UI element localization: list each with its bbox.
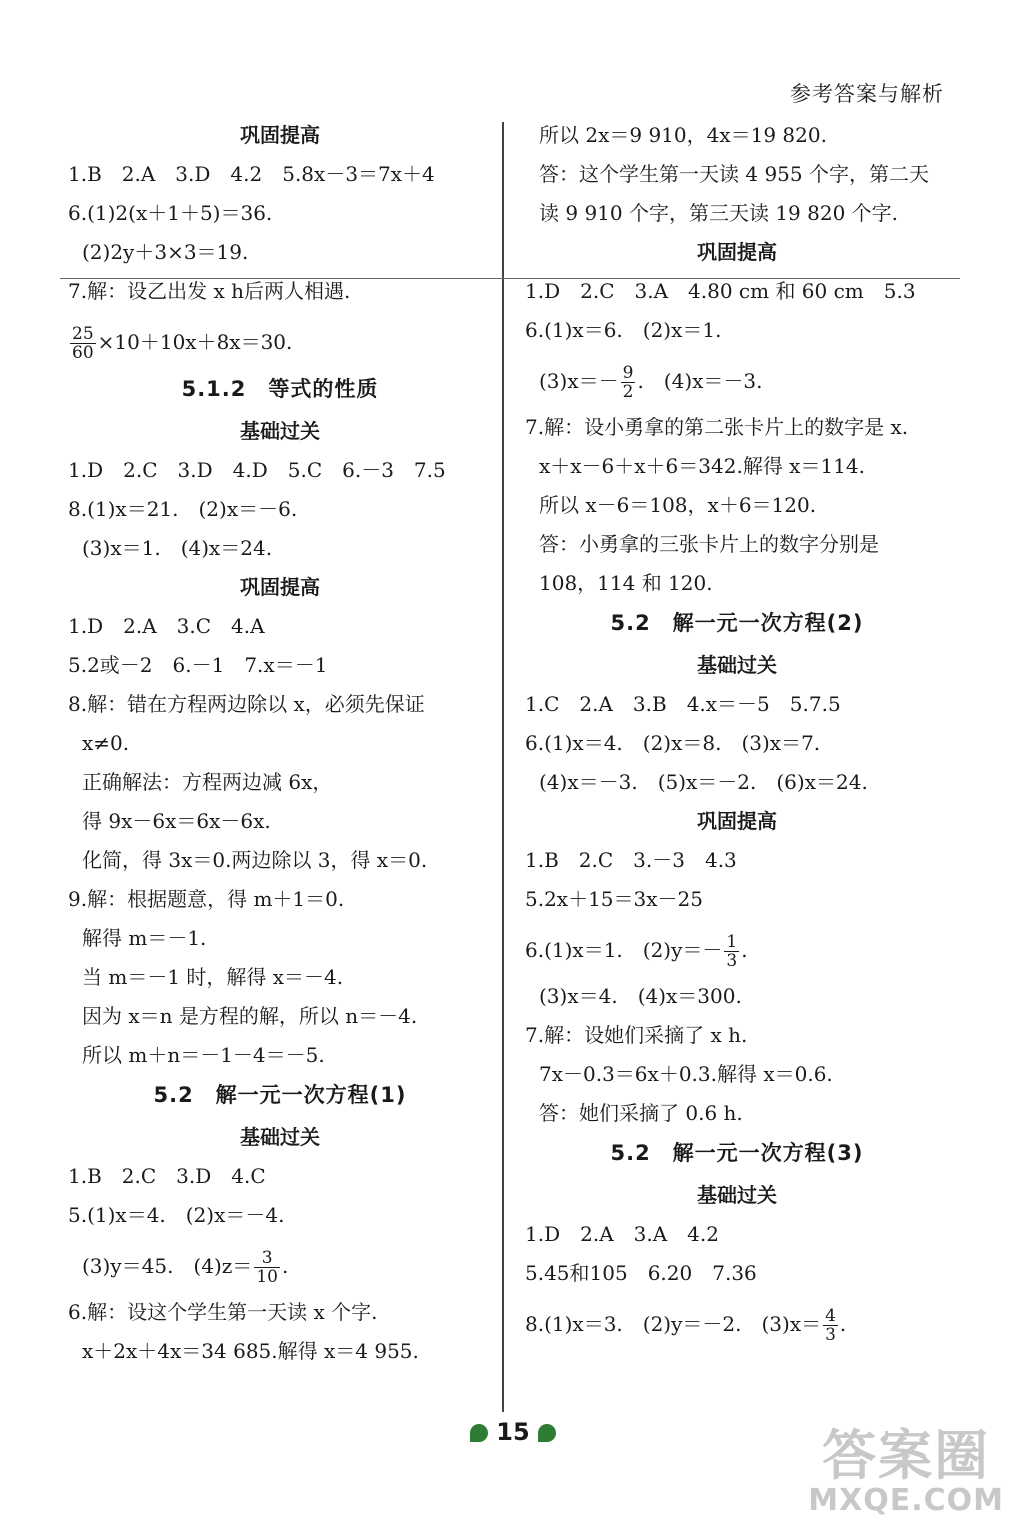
answer-line: 1.B 2.C 3.D 4.C	[68, 1164, 266, 1188]
answer-line: 所以 2x＝9 910，4x＝19 820.	[539, 123, 827, 147]
answer-line: 7.解：设乙出发 x h后两人相遇.	[68, 279, 351, 303]
answer-line: 1.B 2.A 3.D 4.2 5.8x－3＝7x＋4	[68, 162, 435, 186]
answer-line	[517, 928, 957, 986]
answer-text: (3)y＝45. (4)z＝	[82, 1254, 253, 1278]
answer-text: .	[839, 1312, 847, 1336]
subsection-heading: 基础过关	[697, 653, 777, 677]
answer-line: x＋2x＋4x＝34 685.解得 x＝4 955.	[82, 1339, 419, 1363]
answer-line: x≠0.	[82, 731, 130, 755]
answer-line: 1.C 2.A 3.B 4.x＝－5 5.7.5	[525, 692, 841, 716]
answer-line: 108，114 和 120.	[539, 571, 713, 595]
answer-line: 当 m＝－1 时，解得 x＝－4.	[82, 965, 344, 989]
subsection-heading: 巩固提高	[240, 575, 320, 599]
fraction	[724, 933, 739, 970]
answer-line: 6.(1)x＝4. (2)x＝8. (3)x＝7.	[525, 731, 821, 755]
answer-line: 8.(1)x＝21. (2)x＝－6.	[68, 497, 298, 521]
section-heading: 5.1.2 等式的性质	[181, 377, 379, 401]
left-column	[60, 125, 500, 1380]
answer-line	[60, 1244, 500, 1302]
answer-line: 1.D 2.A 3.A 4.2	[525, 1222, 719, 1246]
fraction-numerator: 25	[72, 324, 94, 344]
answer-line: 1.B 2.C 3.－3 4.3	[525, 848, 737, 872]
answer-line: 7.解：设小勇拿的第二张卡片上的数字是 x.	[525, 415, 909, 439]
answer-line: 7x－0.3＝6x＋0.3.解得 x＝0.6.	[539, 1062, 833, 1086]
answer-line: 解得 m＝－1.	[82, 926, 207, 950]
answer-line: 读 9 910 个字，第三天读 19 820 个字.	[539, 201, 899, 225]
answer-line: 1.D 2.C 3.D 4.D 5.C 6.－3 7.5	[68, 458, 446, 482]
watermark-logo	[808, 1423, 1004, 1518]
page-number-text: 15	[496, 1418, 530, 1446]
answer-line: x＋x－6＋x＋6＝342.解得 x＝114.	[539, 454, 865, 478]
answer-line	[517, 359, 957, 417]
page-header: 参考答案与解析	[790, 82, 944, 106]
section-heading: 5.2 解一元一次方程(2)	[610, 611, 864, 635]
answer-line: 9.解：根据题意，得 m＋1＝0.	[68, 887, 345, 911]
watermark-text: 答案圈	[822, 1423, 991, 1487]
subsection-heading: 巩固提高	[697, 809, 777, 833]
leaf-icon	[470, 1424, 488, 1442]
fraction-numerator: 4	[825, 1306, 836, 1326]
fraction-denominator: 60	[72, 343, 94, 363]
answer-line: 得 9x－6x＝6x－6x.	[82, 809, 271, 833]
subsection-heading: 基础过关	[697, 1183, 777, 1207]
answer-line: 6.解：设这个学生第一天读 x 个字.	[68, 1300, 378, 1324]
right-column	[517, 125, 957, 1360]
watermark-url: MXQE.COM	[808, 1482, 1004, 1518]
answer-line: 答：小勇拿的三张卡片上的数字分别是	[539, 532, 879, 556]
answer-line: (3)x＝4. (4)x＝300.	[539, 984, 742, 1008]
fraction-numerator: 9	[622, 363, 634, 383]
answer-line: 1.D 2.A 3.C 4.A	[68, 614, 265, 638]
answer-line: 因为 x＝n 是方程的解，所以 n＝－4.	[82, 1004, 418, 1028]
answer-text: ×10＋10x＋8x＝30.	[97, 330, 293, 354]
fraction	[70, 325, 96, 362]
subsection-heading: 基础过关	[240, 419, 320, 443]
answer-line: 5.2或－2 6.－1 7.x＝－1	[68, 653, 328, 677]
answer-line: 5.2x＋15＝3x－25	[525, 887, 703, 911]
section-heading: 5.2 解一元一次方程(3)	[610, 1141, 864, 1165]
fraction-denominator: 3	[726, 951, 738, 971]
section-heading: 5.2 解一元一次方程(1)	[153, 1083, 407, 1107]
answer-line: 所以 x－6＝108，x＋6＝120.	[539, 493, 817, 517]
answer-text: . (4)x＝－3.	[637, 369, 763, 393]
answer-line: (4)x＝－3. (5)x＝－2. (6)x＝24.	[539, 770, 868, 794]
answer-text: 6.(1)x＝1. (2)y＝－	[525, 938, 723, 962]
fraction	[254, 1249, 280, 1286]
subsection-heading: 巩固提高	[240, 123, 320, 147]
answer-line: 8.解：错在方程两边除以 x，必须先保证	[68, 692, 425, 716]
fraction-numerator: 1	[726, 932, 738, 952]
answer-line: (3)x＝1. (4)x＝24.	[82, 536, 273, 560]
fraction	[823, 1307, 838, 1344]
fraction-numerator: 3	[254, 1249, 280, 1268]
answer-line: 6.(1)2(x＋1＋5)＝36.	[68, 201, 273, 225]
answer-text: 8.(1)x＝3. (2)y＝－2. (3)x＝	[525, 1312, 822, 1336]
fraction-denominator: 2	[622, 382, 634, 402]
answer-line	[517, 1302, 957, 1360]
subsection-heading: 巩固提高	[697, 240, 777, 264]
fraction-denominator: 10	[256, 1267, 278, 1287]
answer-line: 6.(1)x＝6. (2)x＝1.	[525, 318, 722, 342]
answer-text: .	[741, 938, 748, 962]
column-divider	[502, 122, 504, 1412]
answer-text: .	[281, 1254, 289, 1278]
answer-text: (3)x＝－	[539, 369, 619, 393]
answer-line: 答：这个学生第一天读 4 955 个字，第二天	[539, 162, 929, 186]
subsection-heading: 基础过关	[240, 1125, 320, 1149]
leaf-icon	[538, 1424, 556, 1442]
fraction	[621, 364, 636, 401]
answer-line: 1.D 2.C 3.A 4.80 cm 和 60 cm 5.3	[525, 279, 916, 303]
answer-line: 7.解：设她们采摘了 x h.	[525, 1023, 748, 1047]
answer-line: 化简，得 3x＝0.两边除以 3，得 x＝0.	[82, 848, 428, 872]
answer-line: 5.(1)x＝4. (2)x＝－4.	[68, 1203, 285, 1227]
answer-line: 答：她们采摘了 0.6 h.	[539, 1101, 743, 1125]
answer-line: (2)2y＋3×3＝19.	[82, 240, 249, 264]
fraction-denominator: 3	[825, 1325, 836, 1345]
answer-line: 5.45和105 6.20 7.36	[525, 1261, 757, 1285]
answer-line	[60, 320, 500, 378]
answer-line: 所以 m＋n＝－1－4＝－5.	[82, 1043, 325, 1067]
answer-line: 正确解法：方程两边减 6x，	[82, 770, 333, 794]
